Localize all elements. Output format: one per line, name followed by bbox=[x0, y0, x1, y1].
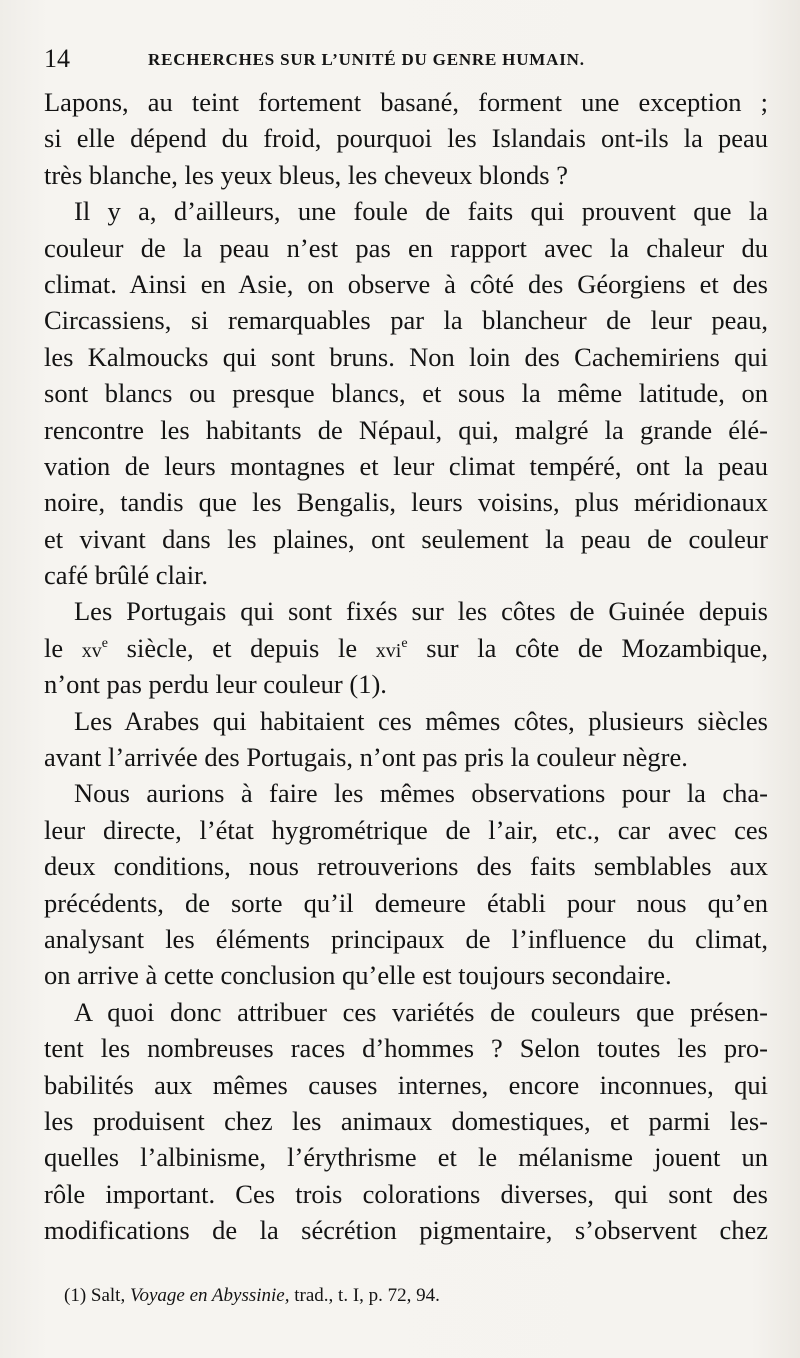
text-line-centuries bbox=[44, 630, 768, 666]
body-text bbox=[44, 84, 768, 1249]
text-line: et vivant dans les plaines, ont seulement la peau de couleur bbox=[44, 523, 768, 554]
text-line: très blanche, les yeux bleus, les cheveux blonds ? bbox=[44, 159, 568, 190]
roman-century: xv bbox=[81, 639, 102, 662]
text-line: climat. Ainsi en Asie, on observe à côté des Géorgiens et des bbox=[44, 268, 768, 299]
text-line: sont blancs ou presque blancs, et sous la même latitude, on bbox=[44, 378, 768, 409]
text-line: Lapons, au teint fortement basané, forment une exception ; bbox=[44, 87, 768, 117]
text-line: n’ont pas perdu leur couleur (1). bbox=[44, 669, 387, 700]
line-part: le bbox=[44, 632, 82, 663]
paragraph-start-line: Il y a, d’ailleurs, une foule de faits qui prouvent que la bbox=[74, 196, 768, 227]
footnote bbox=[64, 1285, 724, 1307]
text-line: deux conditions, nous retrouverions des faits semblables aux bbox=[44, 851, 768, 882]
page-number: 14 bbox=[44, 44, 70, 73]
text-line: on arrive à cette conclusion qu’elle est toujours secondaire. bbox=[44, 960, 672, 991]
text-line: café brûlé clair. bbox=[44, 560, 209, 591]
superscript: e bbox=[101, 636, 109, 652]
text-line: babilités aux mêmes causes internes, encore inconnues, qui bbox=[44, 1069, 768, 1100]
footnote-reference: trad., t. I, p. 72, 94. bbox=[294, 1285, 440, 1306]
footnote-title: Voyage en Abyssinie, bbox=[129, 1285, 290, 1306]
text-line: rencontre les habitants de Népaul, qui, malgré la grande élé- bbox=[44, 414, 768, 445]
footnote-author: Salt, bbox=[90, 1285, 126, 1306]
text-line: analysant les éléments principaux de l’influence du climat, bbox=[44, 923, 768, 954]
text-line: tent les nombreuses races d’hommes ? Selon toutes les pro- bbox=[44, 1033, 768, 1064]
superscript: e bbox=[401, 636, 408, 652]
text-line: les produisent chez les animaux domestiques, et parmi les- bbox=[44, 1105, 768, 1136]
paragraph-start-line: Les Arabes qui habitaient ces mêmes côtes, plusieurs siècles bbox=[74, 705, 768, 736]
text-line: quelles l’albinisme, l’érythrisme et le mélanisme jouent un bbox=[44, 1142, 768, 1173]
text-line: les Kalmoucks qui sont bruns. Non loin des Cachemiriens qui bbox=[44, 341, 768, 372]
text-line: vation de leurs montagnes et leur climat tempéré, ont la peau bbox=[44, 450, 768, 481]
text-line: si elle dépend du froid, pourquoi les Islandais ont-ils la peau bbox=[44, 123, 768, 154]
text-line: modifications de la sécrétion pigmentaire, s’observent chez bbox=[44, 1215, 768, 1246]
running-head bbox=[44, 44, 764, 74]
text-line: précédents, de sorte qu’il demeure établi pour nous qu’en bbox=[44, 887, 768, 918]
roman-century: xvi bbox=[375, 639, 402, 662]
text-line: avant l’arrivée des Portugais, n’ont pas pris la couleur nègre. bbox=[44, 742, 688, 773]
running-title: RECHERCHES SUR L’UNITÉ DU GENRE HUMAIN. bbox=[148, 50, 585, 69]
footnote-marker: (1) bbox=[64, 1285, 87, 1306]
paragraph-start-line: A quoi donc attribuer ces variétés de couleurs que présen- bbox=[74, 996, 768, 1027]
text-line: couleur de la peau n’est pas en rapport avec la chaleur du bbox=[44, 232, 768, 263]
paragraph-start-line: Nous aurions à faire les mêmes observations pour la cha- bbox=[74, 778, 768, 809]
text-line: noire, tandis que les Bengalis, leurs voisins, plus méridionaux bbox=[44, 487, 768, 518]
line-part: siècle, et depuis le bbox=[108, 632, 376, 663]
text-line: leur directe, l’état hygrométrique de l’air, etc., car avec ces bbox=[44, 814, 768, 845]
text-line: rôle important. Ces trois colorations diverses, qui sont des bbox=[44, 1178, 768, 1209]
paragraph-start-line: Les Portugais qui sont fixés sur les côtes de Guinée depuis bbox=[74, 596, 768, 627]
text-line: Circassiens, si remarquables par la blancheur de leur peau, bbox=[44, 305, 768, 336]
line-part: sur la côte de Mozambique, bbox=[407, 632, 769, 663]
